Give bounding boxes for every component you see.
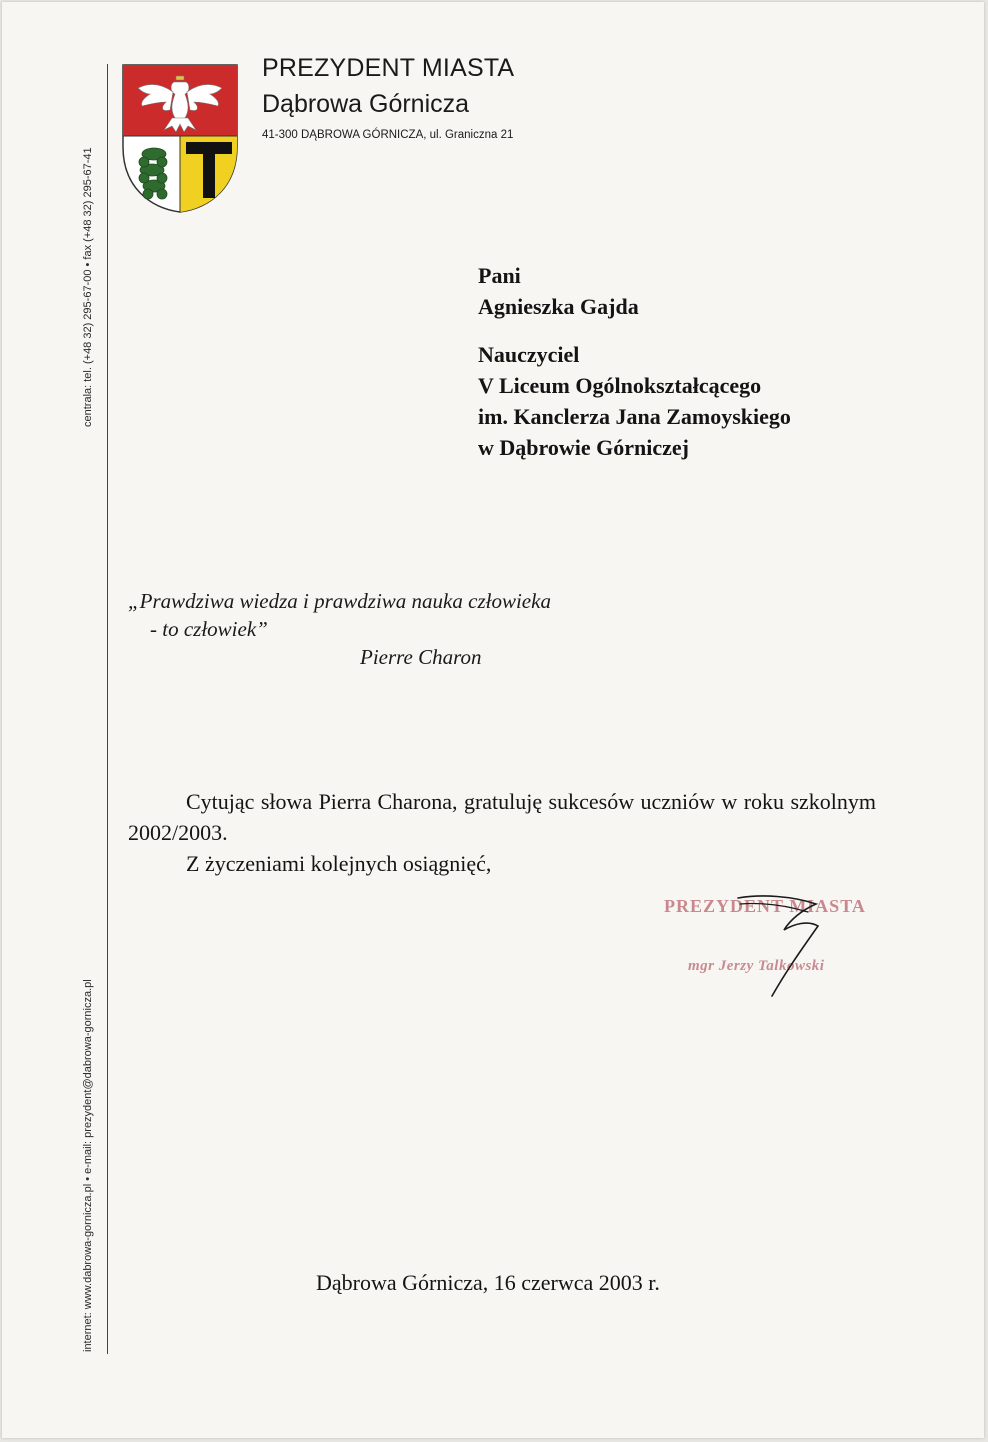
office-title: PREZYDENT MIASTA — [262, 54, 515, 82]
quote-author: Pierre Charon — [360, 645, 482, 669]
addressee-block — [478, 260, 791, 463]
addressee-school-line3: w Dąbrowie Górniczej — [478, 435, 689, 460]
addressee-salutation: Pani — [478, 263, 521, 288]
place-and-date: Dąbrowa Górnicza, 16 czerwca 2003 r. — [316, 1270, 660, 1295]
body-paragraph: Cytując słowa Pierra Charona, gratuluję sukcesów uczniów w roku szkolnym 2002/2003. — [128, 789, 876, 845]
quote-line1: „Prawdziwa wiedza i prawdziwa nauka człowieka — [128, 589, 551, 613]
letter-page — [2, 2, 984, 1438]
stamp-title: PREZYDENT MIASTA — [664, 896, 866, 916]
city-coat-of-arms — [120, 62, 240, 214]
office-address: 41-300 DĄBROWA GÓRNICZA, ul. Graniczna 21 — [262, 129, 514, 141]
addressee-name: Agnieszka Gajda — [478, 294, 639, 319]
addressee-role: Nauczyciel — [478, 342, 580, 367]
letter-body — [128, 786, 876, 879]
sidebar-contact-info: centrala: tel. (+48 32) 295-67-00 • fax (+48 32) 295-67-41 — [82, 147, 94, 427]
office-city: Dąbrowa Górnicza — [262, 90, 470, 118]
sidebar-web-info: internet: www.dabrowa-gornicza.pl • e-mail: prezydent@dabrowa-gornicza.pl — [82, 979, 94, 1352]
addressee-school-line1: V Liceum Ogólnokształcącego — [478, 373, 762, 398]
margin-rule — [107, 64, 108, 1354]
addressee-school-line2: im. Kanclerza Jana Zamoyskiego — [478, 404, 791, 429]
quote-line2: - to człowiek” — [150, 617, 268, 641]
quote-block — [128, 587, 551, 671]
closing-line: Z życzeniami kolejnych osiągnięć, — [186, 851, 492, 876]
stamp-name: mgr Jerzy Talkowski — [688, 958, 825, 974]
handwritten-signature — [732, 890, 842, 1002]
